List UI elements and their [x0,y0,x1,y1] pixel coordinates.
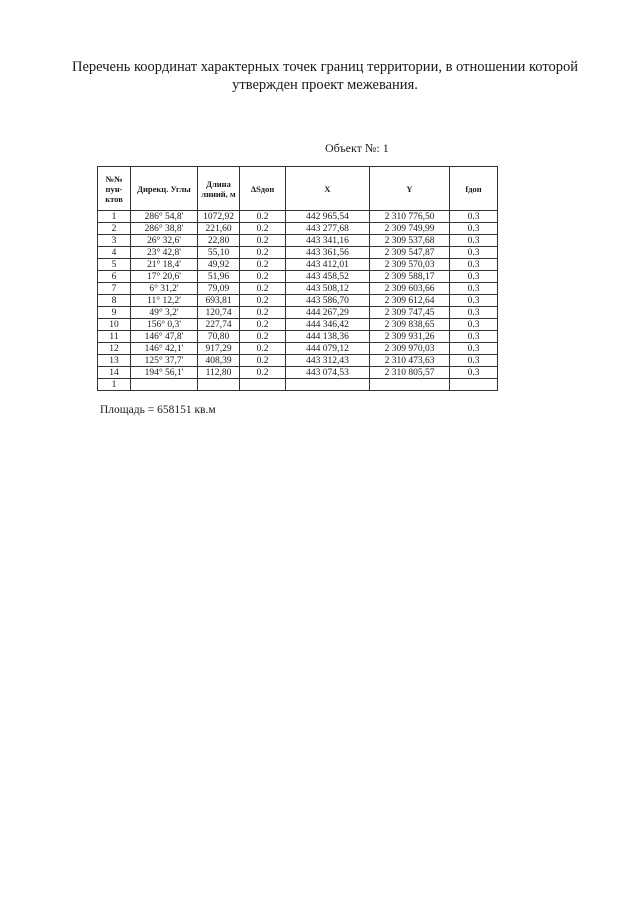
table-cell: 0.2 [240,295,286,307]
table-cell: 2 309 570,03 [370,259,450,271]
table-cell: 79,09 [198,283,240,295]
table-row [98,259,498,271]
column-header: №№ пун-ктов [98,167,131,211]
document-title: Перечень координат характерных точек границ территории, в отношении которой утвержден проект межевания. [72,59,578,93]
table-cell [198,379,240,391]
table-cell: 112,80 [198,367,240,379]
object-label: Объект №: 1 [325,141,389,155]
table-cell: 0.2 [240,247,286,259]
table-cell: 10 [98,319,131,331]
coordinates-table [97,166,498,391]
table-cell: 0.2 [240,211,286,223]
table-header-row [98,167,498,211]
table-cell: 2 310 473,63 [370,355,450,367]
table-cell: 13 [98,355,131,367]
table-cell: 221,60 [198,223,240,235]
table-cell: 0.3 [450,283,498,295]
table-cell: 443 074,53 [286,367,370,379]
table-cell: 7 [98,283,131,295]
table-row [98,367,498,379]
table-cell [286,379,370,391]
table-cell: 49,92 [198,259,240,271]
table-cell: 0.3 [450,235,498,247]
table-row [98,331,498,343]
table-row [98,379,498,391]
table-cell: 0.2 [240,319,286,331]
table-cell: 443 458,52 [286,271,370,283]
table-cell: 0.3 [450,223,498,235]
table-cell: 444 267,29 [286,307,370,319]
table-cell: 0.3 [450,259,498,271]
column-header: Y [370,167,450,211]
table-cell: 11° 12,2' [131,295,198,307]
table-cell: 2 309 838,65 [370,319,450,331]
table-cell: 1 [98,379,131,391]
table-cell: 1 [98,211,131,223]
table-cell: 194° 56,1' [131,367,198,379]
table-cell: 0.3 [450,247,498,259]
table-cell: 408,39 [198,355,240,367]
table-cell: 22,80 [198,235,240,247]
table-cell: 70,80 [198,331,240,343]
table-cell: 442 965,54 [286,211,370,223]
column-header: Дирекц. Углы [131,167,198,211]
table-cell: 2 309 603,66 [370,283,450,295]
table-cell: 0.2 [240,271,286,283]
table-cell: 444 079,12 [286,343,370,355]
table-cell: 146° 47,8' [131,331,198,343]
table-cell: 443 312,43 [286,355,370,367]
table-cell: 55,10 [198,247,240,259]
table-cell: 0.3 [450,367,498,379]
table-cell: 6° 31,2' [131,283,198,295]
table-cell: 14 [98,367,131,379]
table-cell: 0.3 [450,211,498,223]
table-cell: 0.2 [240,343,286,355]
table-row [98,295,498,307]
table-cell: 0.2 [240,235,286,247]
table-cell: 2 309 612,64 [370,295,450,307]
column-header: ΔSдоп [240,167,286,211]
table-body [98,211,498,391]
table-cell: 0.3 [450,307,498,319]
table-cell: 444 138,36 [286,331,370,343]
table-cell: 3 [98,235,131,247]
table-cell: 120,74 [198,307,240,319]
table-cell [131,379,198,391]
table-cell: 2 310 776,50 [370,211,450,223]
table-cell: 443 412,01 [286,259,370,271]
table-cell: 2 309 749,99 [370,223,450,235]
table-cell: 0.2 [240,307,286,319]
area-text: Площадь = 658151 кв.м [100,404,216,416]
table-cell: 0.3 [450,271,498,283]
table-cell: 6 [98,271,131,283]
table-cell: 2 309 537,68 [370,235,450,247]
table-cell: 0.2 [240,367,286,379]
table-cell: 26° 32,6' [131,235,198,247]
table-cell [240,379,286,391]
table-row [98,343,498,355]
table-cell: 17° 20,6' [131,271,198,283]
table-cell: 49° 3,2' [131,307,198,319]
table-row [98,319,498,331]
table-cell: 443 586,70 [286,295,370,307]
table-cell: 2 309 747,45 [370,307,450,319]
table-cell: 51,96 [198,271,240,283]
table-cell: 443 341,16 [286,235,370,247]
table-cell: 1072,92 [198,211,240,223]
table-row [98,247,498,259]
table-cell: 11 [98,331,131,343]
column-header: X [286,167,370,211]
table-cell: 0.2 [240,355,286,367]
table-cell: 693,81 [198,295,240,307]
column-header: Длина линий, м [198,167,240,211]
table-cell: 2 309 931,26 [370,331,450,343]
table-cell: 146° 42,1' [131,343,198,355]
table-row [98,211,498,223]
table-cell: 286° 54,8' [131,211,198,223]
column-header: fдоп [450,167,498,211]
table-cell: 2 [98,223,131,235]
table-cell: 21° 18,4' [131,259,198,271]
table-cell: 12 [98,343,131,355]
table-cell: 0.3 [450,343,498,355]
table-cell: 0.3 [450,331,498,343]
table-cell: 0.3 [450,355,498,367]
table-cell: 8 [98,295,131,307]
table-row [98,283,498,295]
table-row [98,355,498,367]
table-cell: 286° 38,8' [131,223,198,235]
table-cell: 443 508,12 [286,283,370,295]
table-cell: 0.3 [450,295,498,307]
table-cell: 917,29 [198,343,240,355]
table-cell: 443 361,56 [286,247,370,259]
table-cell: 0.2 [240,223,286,235]
table-cell: 2 309 547,87 [370,247,450,259]
table-cell: 0.2 [240,259,286,271]
table-row [98,223,498,235]
table-cell: 0.2 [240,331,286,343]
table-cell: 5 [98,259,131,271]
table-cell: 4 [98,247,131,259]
table-cell [450,379,498,391]
table-cell: 0.3 [450,319,498,331]
table-row [98,307,498,319]
table-cell [370,379,450,391]
table-row [98,271,498,283]
table-cell: 444 346,42 [286,319,370,331]
table-cell: 9 [98,307,131,319]
table-cell: 125° 37,7' [131,355,198,367]
table-cell: 2 310 805,57 [370,367,450,379]
table-cell: 227,74 [198,319,240,331]
table-cell: 2 309 970,03 [370,343,450,355]
table-cell: 156° 0,3' [131,319,198,331]
table-cell: 0.2 [240,283,286,295]
table-row [98,235,498,247]
table-cell: 2 309 588,17 [370,271,450,283]
table-cell: 443 277,68 [286,223,370,235]
table-cell: 23° 42,8' [131,247,198,259]
